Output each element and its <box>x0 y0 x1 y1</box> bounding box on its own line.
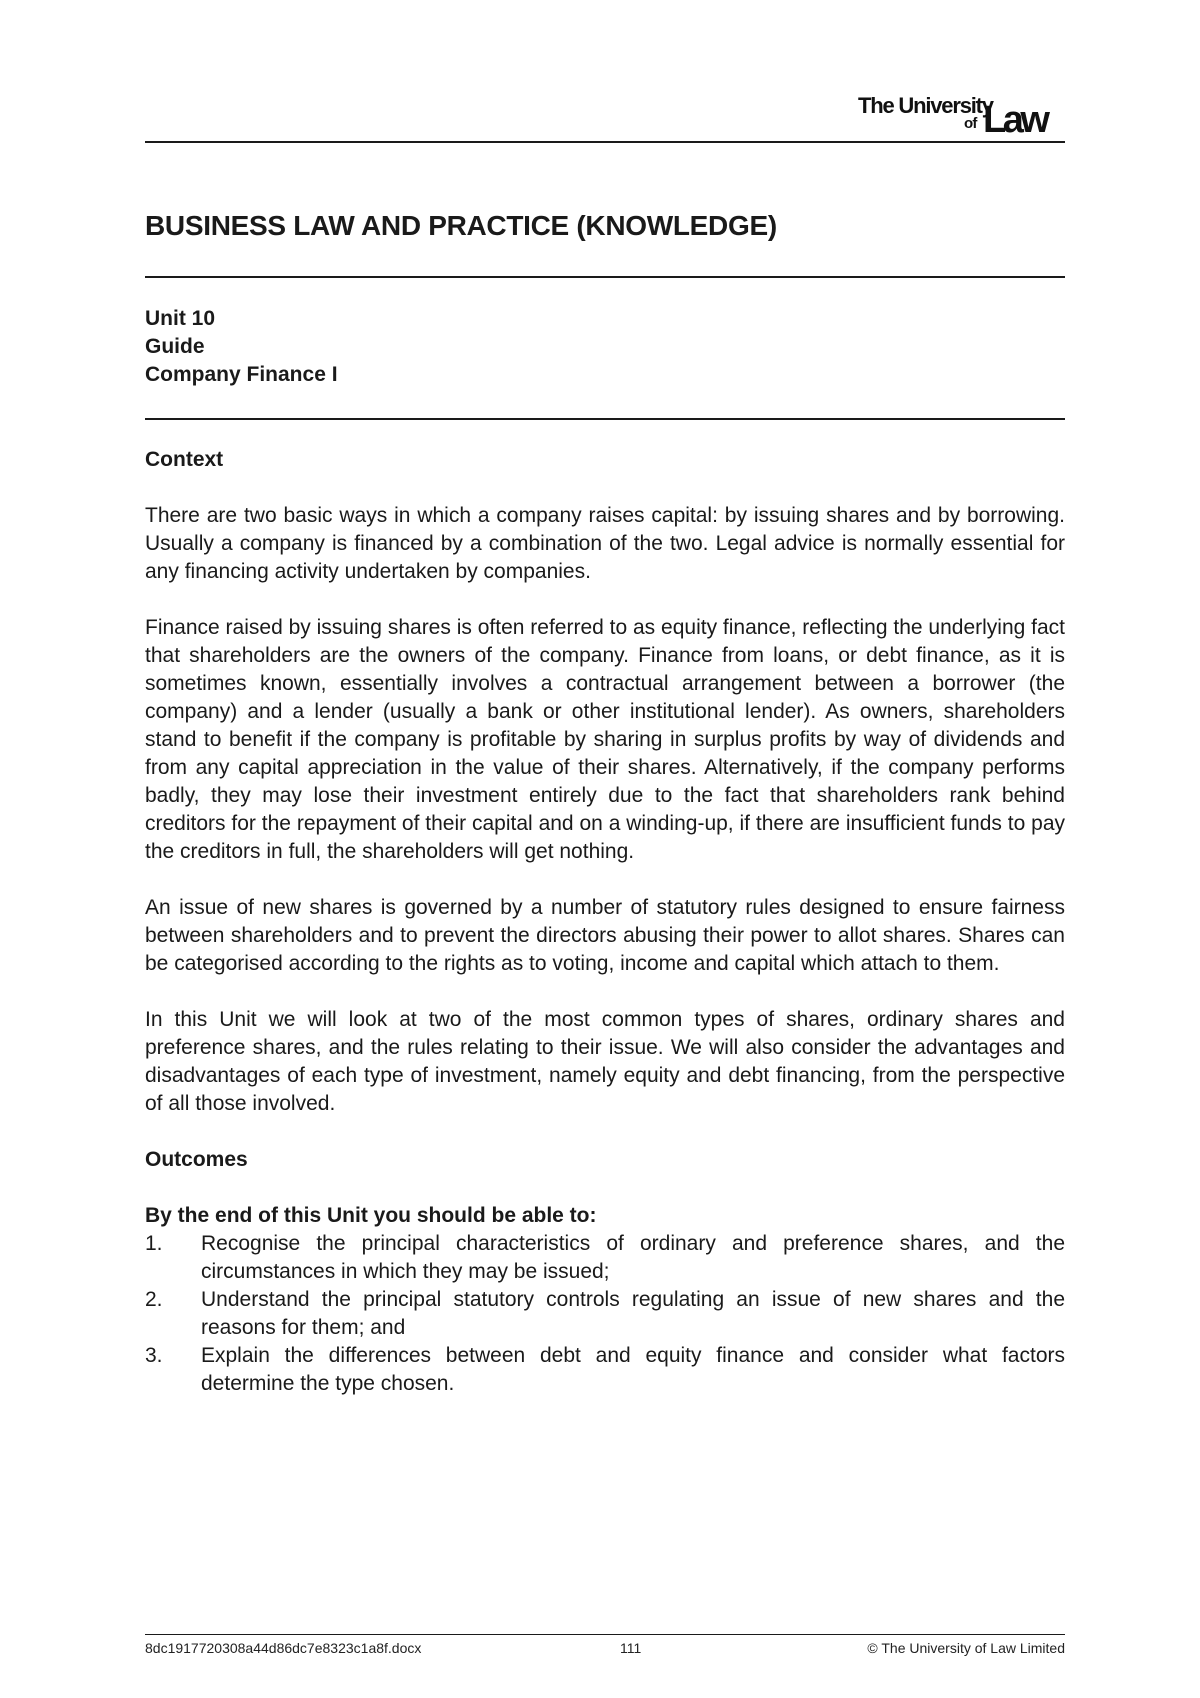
context-paragraph: There are two basic ways in which a company raises capital: by issuing shares and by borrowing. Usually a company is financed by a combination of the two. Legal advice is normally essential for any financing activity undertaken by companies. <box>145 504 1065 583</box>
context-paragraph: An issue of new shares is governed by a number of statutory rules designed to ensure fairness between shareholders and to prevent the directors abusing their power to allot shares. Shares can be categorised according to the rights as to voting, income and capital which attach to them. <box>145 896 1065 975</box>
unit-rule <box>145 418 1065 420</box>
main-content <box>145 446 1065 1398</box>
document-title: BUSINESS LAW AND PRACTICE (KNOWLEDGE) <box>145 210 777 241</box>
logo-law: Law <box>983 99 1047 141</box>
logo-of: of <box>964 115 977 132</box>
outcome-item <box>145 1286 1065 1342</box>
context-heading: Context <box>145 448 224 471</box>
outcome-text: Explain the differences between debt and equity finance and consider what factors determine the type chosen. <box>201 1344 1065 1395</box>
outcomes-heading: Outcomes <box>145 1148 248 1171</box>
unit-topic: Company Finance I <box>145 363 338 386</box>
logo-line1: The University <box>858 93 993 118</box>
outcome-text: Understand the principal statutory controls regulating an issue of new shares and the reasons for them; and <box>201 1288 1065 1339</box>
unit-number: Unit 10 <box>145 307 216 330</box>
footer-page-number: 111 <box>620 1640 642 1656</box>
context-paragraph: In this Unit we will look at two of the most common types of shares, ordinary shares and preference shares, and the rules relating to their issue. We will also consider the advantages and disadvantages of each type of investment, namely equity and debt financing, from the perspective of all those involved. <box>145 1008 1065 1115</box>
outcome-number: 1. <box>145 1232 163 1255</box>
footer-rule <box>145 1634 1065 1635</box>
outcome-number: 3. <box>145 1344 163 1367</box>
footer-filename: 8dc1917720308a44d86dc7e8323c1a8f.docx <box>145 1640 422 1656</box>
unit-block <box>145 305 338 389</box>
outcome-item <box>145 1342 1065 1398</box>
outcomes-intro: By the end of this Unit you should be able to: <box>145 1204 597 1227</box>
outcomes-list <box>145 1230 1065 1398</box>
outcome-item <box>145 1230 1065 1286</box>
context-paragraph: Finance raised by issuing shares is often referred to as equity finance, reflecting the underlying fact that shareholders are the owners of the company. Finance from loans, or debt finance, as it is sometimes known, essentially involves a contractual arrangement between a borrower (the company) and a lender (usually a bank or other institutional lender). As owners, shareholders stand to benefit if the company is profitable by sharing in surplus profits by way of dividends and from any capital appreciation in the value of their shares. Alternatively, if the company performs badly, they may lose their investment entirely due to the fact that shareholders rank behind creditors for the repayment of their capital and on a winding-up, if there are insufficient funds to pay the creditors in full, the shareholders will get nothing. <box>145 616 1065 863</box>
unit-type: Guide <box>145 335 205 358</box>
outcome-number: 2. <box>145 1288 163 1311</box>
footer-copyright: © The University of Law Limited <box>867 1640 1065 1656</box>
title-rule <box>145 276 1065 278</box>
outcome-text: Recognise the principal characteristics of ordinary and preference shares, and the circumstances in which they may be issued; <box>201 1232 1065 1283</box>
university-logo <box>858 93 1064 141</box>
header-rule <box>145 141 1065 143</box>
